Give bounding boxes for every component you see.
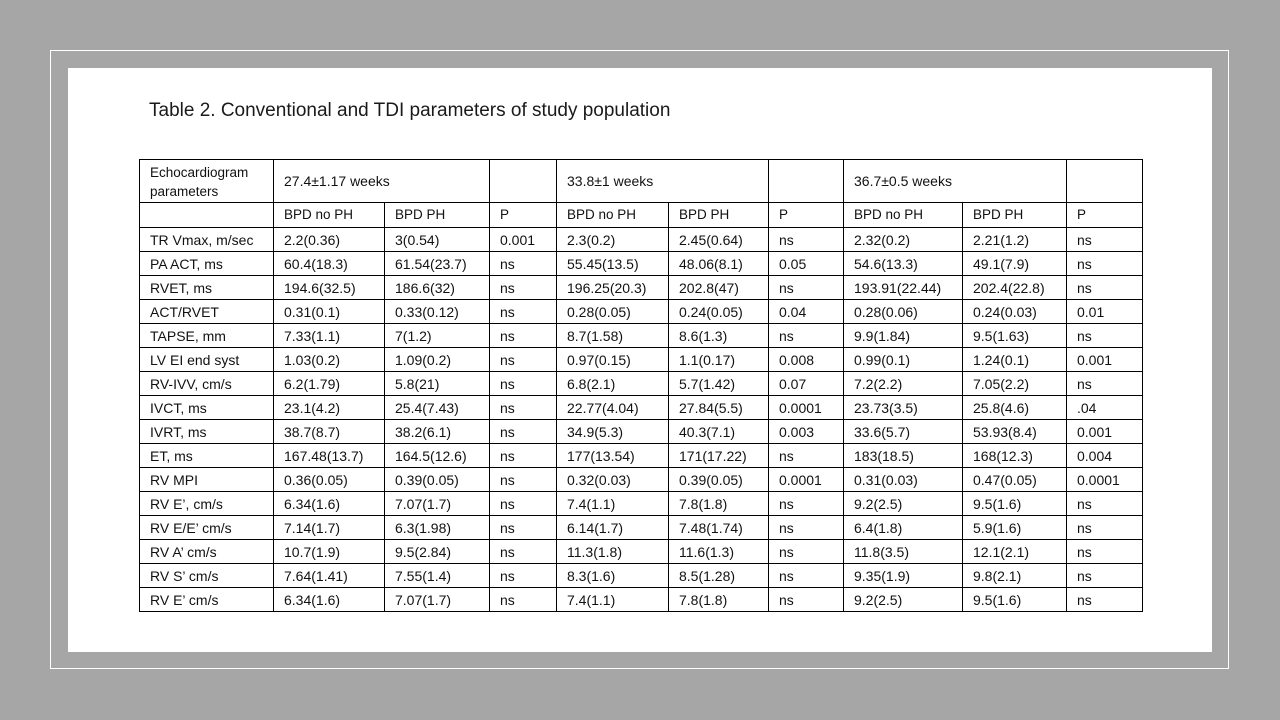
- table-cell: ns: [1067, 276, 1143, 300]
- table-row: [140, 420, 1143, 444]
- table-cell: ns: [490, 300, 557, 324]
- parameter-name-cell: ET, ms: [140, 444, 274, 468]
- table-cell: 1.09(0.2): [385, 348, 490, 372]
- table-cell: 54.6(13.3): [844, 252, 963, 276]
- table-cell: 167.48(13.7): [274, 444, 385, 468]
- table-cell: ns: [769, 276, 844, 300]
- table-cell: 9.2(2.5): [844, 492, 963, 516]
- subheader-cell: P: [769, 203, 844, 228]
- table-cell: 0.39(0.05): [385, 468, 490, 492]
- table-cell: ns: [490, 492, 557, 516]
- table-cell: 171(17.22): [669, 444, 769, 468]
- table-cell: 34.9(5.3): [557, 420, 669, 444]
- table-cell: ns: [1067, 588, 1143, 612]
- table-row: [140, 348, 1143, 372]
- table-row: [140, 468, 1143, 492]
- table-cell: 8.5(1.28): [669, 564, 769, 588]
- table-cell: 10.7(1.9): [274, 540, 385, 564]
- parameter-name-cell: RV E’, cm/s: [140, 492, 274, 516]
- table-cell: 22.77(4.04): [557, 396, 669, 420]
- table-cell: 7.8(1.8): [669, 588, 769, 612]
- table-cell: 9.5(2.84): [385, 540, 490, 564]
- table-cell: 6.34(1.6): [274, 588, 385, 612]
- table-cell: ns: [490, 588, 557, 612]
- table-row: [140, 276, 1143, 300]
- table-cell: ns: [490, 468, 557, 492]
- subheader-cell: BPD PH: [669, 203, 769, 228]
- table-cell: 7.55(1.4): [385, 564, 490, 588]
- table-cell: 9.2(2.5): [844, 588, 963, 612]
- table-cell: ns: [1067, 540, 1143, 564]
- parameter-name-cell: IVCT, ms: [140, 396, 274, 420]
- table-cell: ns: [769, 444, 844, 468]
- table-cell: 5.9(1.6): [963, 516, 1067, 540]
- table-cell: .04: [1067, 396, 1143, 420]
- corner-header-cell: Echocardiogram parameters: [140, 160, 274, 203]
- table-cell: ns: [1067, 372, 1143, 396]
- table-cell: ns: [769, 588, 844, 612]
- table-cell: 164.5(12.6): [385, 444, 490, 468]
- table-cell: 194.6(32.5): [274, 276, 385, 300]
- table-row: [140, 564, 1143, 588]
- table-cell: 7.2(2.2): [844, 372, 963, 396]
- table-cell: 0.28(0.05): [557, 300, 669, 324]
- group-header-blank-cell: [1067, 160, 1143, 203]
- table-cell: 33.6(5.7): [844, 420, 963, 444]
- table-cell: 7.4(1.1): [557, 588, 669, 612]
- table-cell: 55.45(13.5): [557, 252, 669, 276]
- subheader-cell: BPD no PH: [274, 203, 385, 228]
- table-cell: 7(1.2): [385, 324, 490, 348]
- table-cell: 193.91(22.44): [844, 276, 963, 300]
- parameter-name-cell: RV-IVV, cm/s: [140, 372, 274, 396]
- table-cell: ns: [490, 276, 557, 300]
- table-cell: 11.8(3.5): [844, 540, 963, 564]
- table-cell: ns: [490, 324, 557, 348]
- table-cell: 177(13.54): [557, 444, 669, 468]
- parameter-name-cell: RV A’ cm/s: [140, 540, 274, 564]
- table-cell: 202.8(47): [669, 276, 769, 300]
- table-cell: ns: [490, 564, 557, 588]
- table-cell: 7.48(1.74): [669, 516, 769, 540]
- table-cell: 0.001: [1067, 348, 1143, 372]
- table-row: [140, 492, 1143, 516]
- table-cell: ns: [490, 444, 557, 468]
- table-cell: 60.4(18.3): [274, 252, 385, 276]
- table-cell: 23.1(4.2): [274, 396, 385, 420]
- table-cell: 6.8(2.1): [557, 372, 669, 396]
- table-cell: 6.4(1.8): [844, 516, 963, 540]
- table-cell: 7.07(1.7): [385, 588, 490, 612]
- parameter-name-cell: RV E’ cm/s: [140, 588, 274, 612]
- table-row: [140, 372, 1143, 396]
- table-subheader-row: [140, 203, 1143, 228]
- group-header-cell: 36.7±0.5 weeks: [844, 160, 1067, 203]
- table-cell: 2.2(0.36): [274, 228, 385, 252]
- table-cell: ns: [490, 252, 557, 276]
- table-cell: 0.33(0.12): [385, 300, 490, 324]
- table-row: [140, 588, 1143, 612]
- table-cell: 0.0001: [769, 396, 844, 420]
- parameters-table: [139, 159, 1143, 612]
- table-cell: 202.4(22.8): [963, 276, 1067, 300]
- table-cell: 0.05: [769, 252, 844, 276]
- table-cell: ns: [769, 228, 844, 252]
- table-cell: 0.001: [1067, 420, 1143, 444]
- table-cell: 6.34(1.6): [274, 492, 385, 516]
- table-cell: 0.008: [769, 348, 844, 372]
- group-header-blank-cell: [769, 160, 844, 203]
- table-cell: 0.31(0.1): [274, 300, 385, 324]
- table-cell: ns: [769, 564, 844, 588]
- parameter-name-cell: RV E/E’ cm/s: [140, 516, 274, 540]
- table-cell: 8.6(1.3): [669, 324, 769, 348]
- table-cell: 0.36(0.05): [274, 468, 385, 492]
- table-cell: ns: [1067, 324, 1143, 348]
- table-row: [140, 252, 1143, 276]
- table-cell: ns: [769, 324, 844, 348]
- table-cell: 9.9(1.84): [844, 324, 963, 348]
- table-cell: 186.6(32): [385, 276, 490, 300]
- slide: [68, 68, 1212, 652]
- table-cell: 7.4(1.1): [557, 492, 669, 516]
- table-cell: ns: [490, 516, 557, 540]
- table-cell: 53.93(8.4): [963, 420, 1067, 444]
- table-group-header-row: [140, 160, 1143, 203]
- table-cell: 2.45(0.64): [669, 228, 769, 252]
- table-cell: ns: [490, 420, 557, 444]
- subheader-cell: BPD no PH: [844, 203, 963, 228]
- table-cell: 0.004: [1067, 444, 1143, 468]
- table-row: [140, 324, 1143, 348]
- parameter-name-cell: ACT/RVET: [140, 300, 274, 324]
- table-cell: 7.07(1.7): [385, 492, 490, 516]
- table-cell: 23.73(3.5): [844, 396, 963, 420]
- table-cell: 9.8(2.1): [963, 564, 1067, 588]
- table-cell: 61.54(23.7): [385, 252, 490, 276]
- table-cell: ns: [769, 516, 844, 540]
- table-cell: ns: [490, 396, 557, 420]
- table-title: Table 2. Conventional and TDI parameters of study population: [149, 100, 671, 121]
- table-cell: 196.25(20.3): [557, 276, 669, 300]
- table-row: [140, 300, 1143, 324]
- table-cell: 1.03(0.2): [274, 348, 385, 372]
- table-cell: 48.06(8.1): [669, 252, 769, 276]
- table-row: [140, 396, 1143, 420]
- table-cell: 25.8(4.6): [963, 396, 1067, 420]
- table-cell: 0.01: [1067, 300, 1143, 324]
- table-cell: 2.32(0.2): [844, 228, 963, 252]
- table-row: [140, 228, 1143, 252]
- parameter-name-cell: TR Vmax, m/sec: [140, 228, 274, 252]
- table-cell: 6.3(1.98): [385, 516, 490, 540]
- table-cell: 0.24(0.03): [963, 300, 1067, 324]
- table-cell: 38.7(8.7): [274, 420, 385, 444]
- subheader-cell: BPD no PH: [557, 203, 669, 228]
- table-cell: 0.24(0.05): [669, 300, 769, 324]
- table-cell: 11.3(1.8): [557, 540, 669, 564]
- table-cell: 0.003: [769, 420, 844, 444]
- group-header-cell: 33.8±1 weeks: [557, 160, 769, 203]
- table-cell: 6.2(1.79): [274, 372, 385, 396]
- table-cell: 3(0.54): [385, 228, 490, 252]
- table-cell: ns: [1067, 516, 1143, 540]
- subheader-cell: BPD PH: [385, 203, 490, 228]
- table-cell: 168(12.3): [963, 444, 1067, 468]
- table-cell: ns: [1067, 492, 1143, 516]
- table-cell: 1.24(0.1): [963, 348, 1067, 372]
- parameter-name-cell: RV MPI: [140, 468, 274, 492]
- table-cell: 0.001: [490, 228, 557, 252]
- table-cell: 0.04: [769, 300, 844, 324]
- table-cell: 0.32(0.03): [557, 468, 669, 492]
- parameter-name-cell: LV EI end syst: [140, 348, 274, 372]
- table-cell: 1.1(0.17): [669, 348, 769, 372]
- table-cell: 8.7(1.58): [557, 324, 669, 348]
- table-cell: 25.4(7.43): [385, 396, 490, 420]
- parameter-name-cell: PA ACT, ms: [140, 252, 274, 276]
- table-row: [140, 444, 1143, 468]
- table-cell: 0.07: [769, 372, 844, 396]
- parameter-name-cell: TAPSE, mm: [140, 324, 274, 348]
- table-cell: 40.3(7.1): [669, 420, 769, 444]
- table-cell: 6.14(1.7): [557, 516, 669, 540]
- table-cell: 0.31(0.03): [844, 468, 963, 492]
- table-cell: 9.5(1.6): [963, 588, 1067, 612]
- table-cell: 11.6(1.3): [669, 540, 769, 564]
- table-cell: 5.7(1.42): [669, 372, 769, 396]
- parameter-name-cell: RV S’ cm/s: [140, 564, 274, 588]
- table-cell: 7.14(1.7): [274, 516, 385, 540]
- parameter-name-cell: RVET, ms: [140, 276, 274, 300]
- table-cell: ns: [769, 492, 844, 516]
- table-cell: 0.28(0.06): [844, 300, 963, 324]
- table-cell: 2.3(0.2): [557, 228, 669, 252]
- table-cell: 183(18.5): [844, 444, 963, 468]
- table-cell: 9.5(1.63): [963, 324, 1067, 348]
- subheader-blank-cell: [140, 203, 274, 228]
- table-cell: 7.33(1.1): [274, 324, 385, 348]
- table-cell: ns: [1067, 564, 1143, 588]
- table-cell: 0.97(0.15): [557, 348, 669, 372]
- subheader-cell: BPD PH: [963, 203, 1067, 228]
- table-cell: 0.39(0.05): [669, 468, 769, 492]
- table-cell: 0.99(0.1): [844, 348, 963, 372]
- table-cell: ns: [769, 540, 844, 564]
- parameter-name-cell: IVRT, ms: [140, 420, 274, 444]
- table-cell: 0.47(0.05): [963, 468, 1067, 492]
- subheader-cell: P: [490, 203, 557, 228]
- table-cell: 27.84(5.5): [669, 396, 769, 420]
- table-cell: 2.21(1.2): [963, 228, 1067, 252]
- table-cell: 5.8(21): [385, 372, 490, 396]
- table-cell: ns: [1067, 252, 1143, 276]
- table-cell: 12.1(2.1): [963, 540, 1067, 564]
- table-row: [140, 516, 1143, 540]
- table-cell: 8.3(1.6): [557, 564, 669, 588]
- table-cell: ns: [490, 540, 557, 564]
- table-cell: 49.1(7.9): [963, 252, 1067, 276]
- table-cell: 7.8(1.8): [669, 492, 769, 516]
- table-cell: 0.0001: [769, 468, 844, 492]
- group-header-blank-cell: [490, 160, 557, 203]
- table-cell: 7.05(2.2): [963, 372, 1067, 396]
- table-cell: 38.2(6.1): [385, 420, 490, 444]
- table-cell: 0.0001: [1067, 468, 1143, 492]
- table-cell: ns: [490, 348, 557, 372]
- table-cell: ns: [490, 372, 557, 396]
- table-cell: 9.35(1.9): [844, 564, 963, 588]
- group-header-cell: 27.4±1.17 weeks: [274, 160, 490, 203]
- subheader-cell: P: [1067, 203, 1143, 228]
- table-cell: ns: [1067, 228, 1143, 252]
- table-cell: 7.64(1.41): [274, 564, 385, 588]
- table-cell: 9.5(1.6): [963, 492, 1067, 516]
- table-row: [140, 540, 1143, 564]
